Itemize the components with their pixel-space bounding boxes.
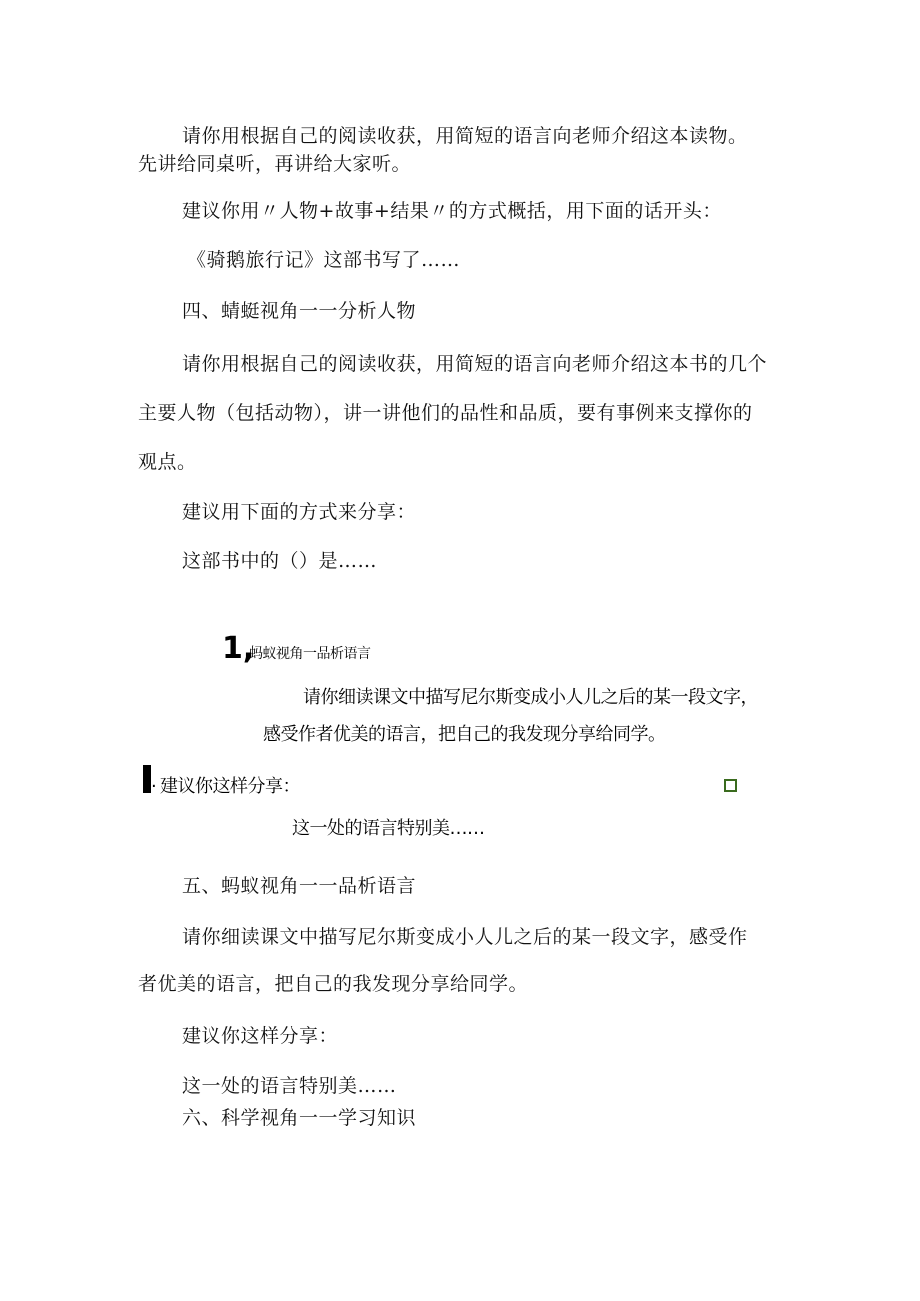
paragraph-line: 建议你这样分享： xyxy=(182,1025,339,1047)
overlay-number: 1, xyxy=(222,631,255,666)
overlay-heading: 蚂蚁视角一品析语言 xyxy=(249,646,371,662)
paragraph-line: 者优美的语言，把自己的我发现分享给同学。 xyxy=(138,973,529,995)
paragraph-line: 请你细读课文中描写尼尔斯变成小人儿之后的某一段文字，感受作 xyxy=(182,926,748,948)
overlay-paragraph-line: 请你细读课文中描写尼尔斯变成小人儿之后的某一段文字， xyxy=(303,687,758,708)
checkbox-icon xyxy=(724,779,737,792)
paragraph-line: 这一处的语言特别美…… xyxy=(182,1075,397,1097)
paragraph-line: 请你用根据自己的阅读收获，用简短的语言向老师介绍这本书的几个 xyxy=(182,353,768,375)
paragraph-line: 建议用下面的方式来分享： xyxy=(182,501,417,523)
section-heading: 五、蚂蚁视角一一品析语言 xyxy=(182,875,417,897)
overlay-paragraph-line: 感受作者优美的语言，把自己的我发现分享给同学。 xyxy=(263,724,666,745)
overlay-share-prefix: · xyxy=(151,776,157,797)
overlay-example: 这一处的语言特别美…… xyxy=(292,818,485,839)
paragraph-line: 《骑鹅旅行记》这部书写了…… xyxy=(187,249,461,271)
bar-mark xyxy=(143,765,151,793)
overlay-share-label: 建议你这样分享： xyxy=(160,776,300,797)
paragraph-line: 请你用根据自己的阅读收获，用简短的语言向老师介绍这本读物。 xyxy=(182,125,748,147)
paragraph-line: 主要人物（包括动物），讲一讲他们的品性和品质，要有事例来支撑你的 xyxy=(138,402,753,424)
paragraph-line: 观点。 xyxy=(138,451,197,473)
section-heading: 六、科学视角一一学习知识 xyxy=(182,1107,417,1129)
section-heading: 四、蜻蜓视角一一分析人物 xyxy=(182,300,417,322)
paragraph-line: 这部书中的（）是…… xyxy=(182,550,378,572)
paragraph-line: 建议你用〃人物+故事+结果〃的方式概括，用下面的话开头： xyxy=(182,200,722,222)
paragraph-line: 先讲给同桌听，再讲给大家听。 xyxy=(138,153,412,175)
